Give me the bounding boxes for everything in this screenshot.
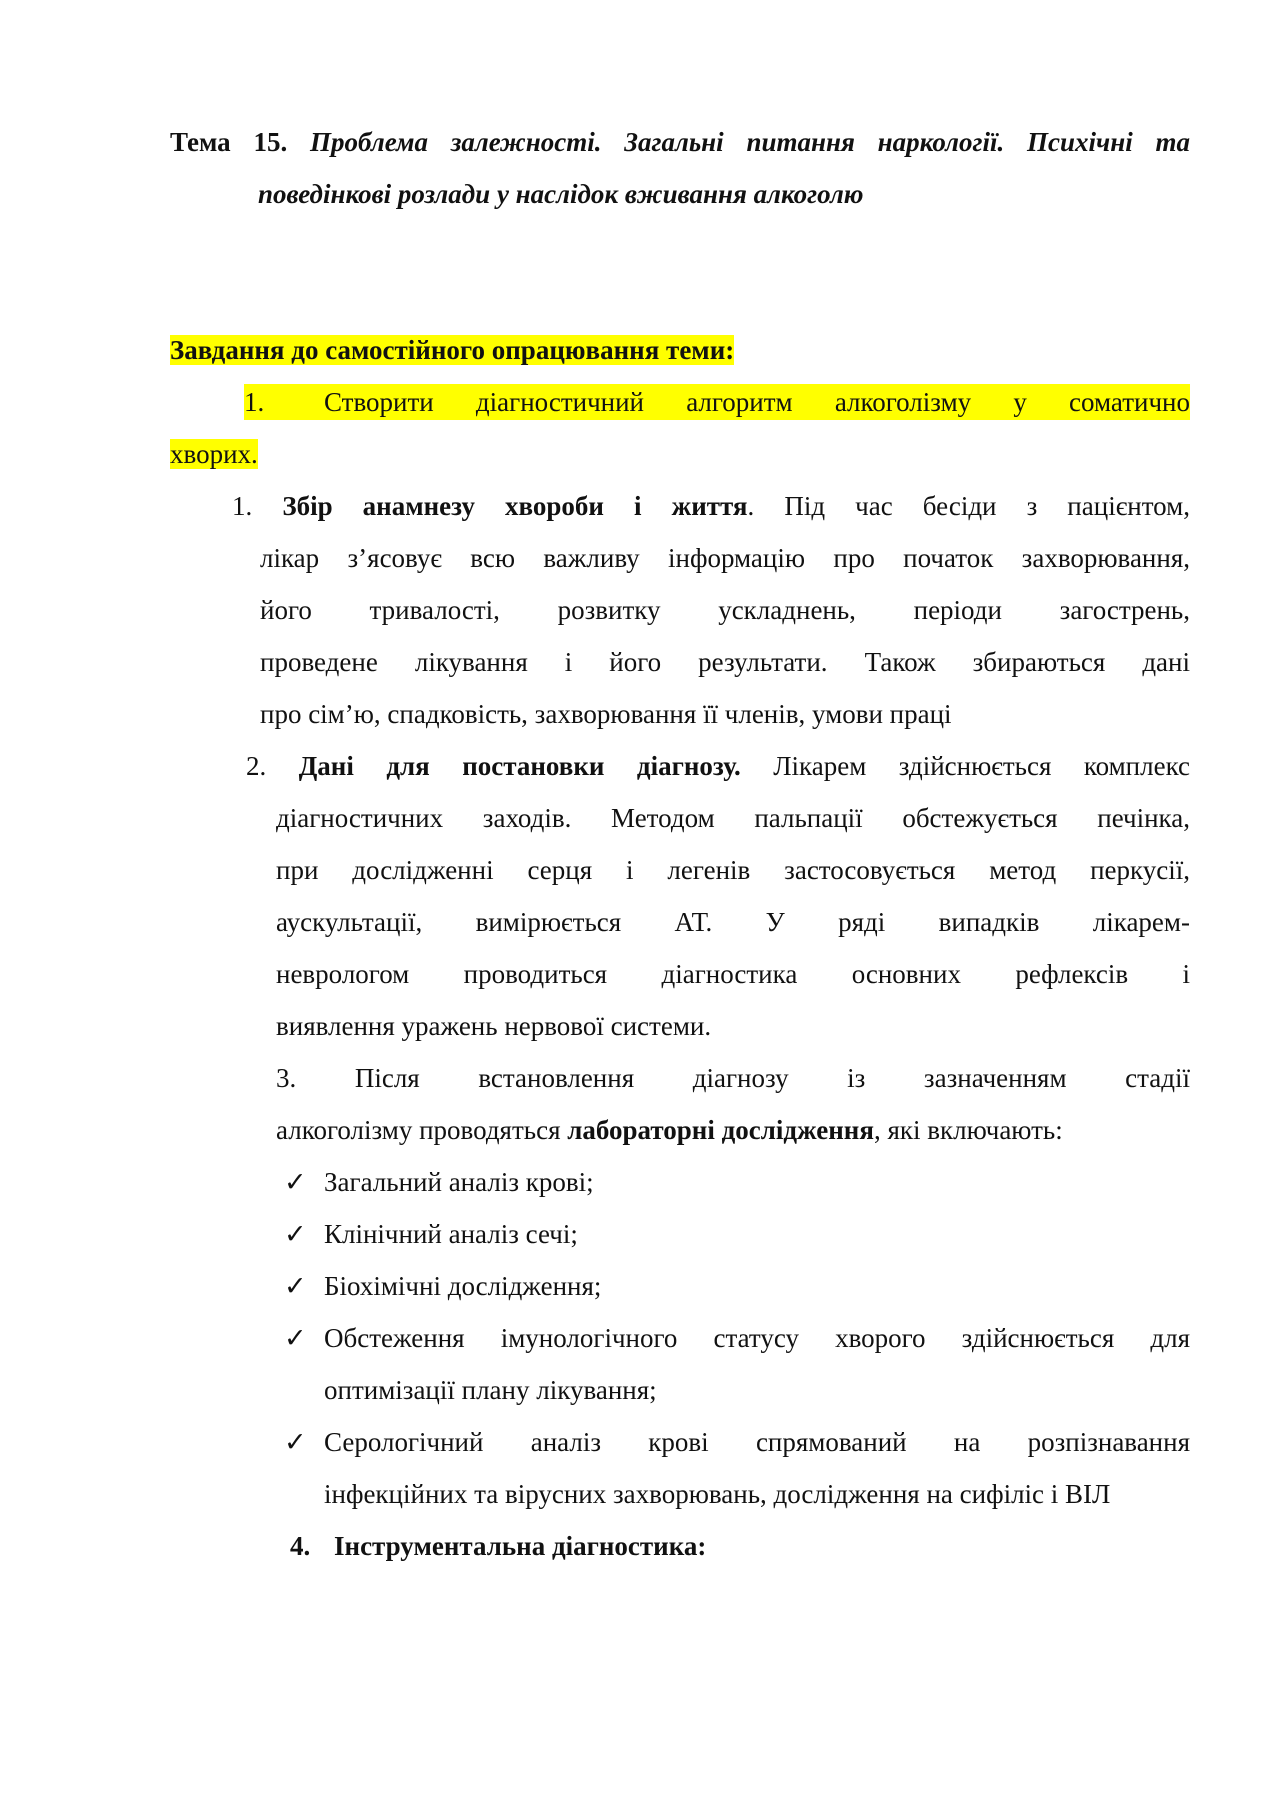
item-3-text-pre: алкоголізму проводяться: [276, 1115, 568, 1145]
item-4-number: 4.: [290, 1531, 311, 1561]
item-1-line-3: його тривалості, розвитку ускладнень, періоди загострень,: [260, 595, 1190, 625]
checkmark-icon: ✓: [284, 1219, 307, 1249]
item-3-bold: лабораторні дослідження: [567, 1115, 874, 1145]
item-3-line-2: [276, 1112, 1063, 1148]
title-prefix: Тема 15.: [170, 127, 288, 157]
task-1-text-2: хворих.: [170, 439, 258, 469]
check-item-4: [284, 1320, 1190, 1356]
task-1-number: 1.: [244, 387, 265, 417]
item-1-line-4: проведене лікування і його результати. Також збираються дані: [260, 647, 1190, 677]
check-item-4-text-1: Обстеження імунологічного статусу хворого здійснюється для: [324, 1323, 1190, 1353]
task-1-line-1: [244, 384, 1190, 420]
check-item-3: [284, 1268, 601, 1304]
item-1-line-5: про сім’ю, спадковість, захворювання її членів, умови праці: [260, 699, 952, 729]
check-item-2: [284, 1216, 578, 1252]
check-item-1: [284, 1164, 594, 1200]
item-2-line-4: аускультації, вимірюється АТ. У ряді випадків лікарем-: [276, 907, 1190, 937]
check-item-3-text: Біохімічні дослідження;: [324, 1271, 602, 1301]
item-1-rest: . Під час бесіди з пацієнтом,: [747, 491, 1190, 521]
title-line-1: [170, 124, 1190, 160]
item-1-line-2: лікар з’ясовує всю важливу інформацію про початок захворювання,: [260, 543, 1190, 573]
item-1-number: 1.: [232, 491, 253, 521]
task-heading: [170, 332, 734, 368]
check-item-5: [284, 1424, 1190, 1460]
item-2-line-5: неврологом проводиться діагностика основних рефлексів і: [276, 959, 1190, 989]
item-1-bold: Збір анамнезу хвороби і життя: [282, 491, 748, 521]
item-2-line-2: діагностичних заходів. Методом пальпації обстежується печінка,: [276, 803, 1190, 833]
checkmark-icon: ✓: [284, 1271, 307, 1301]
checkmark-icon: ✓: [284, 1167, 307, 1197]
checkmark-icon: ✓: [284, 1323, 307, 1353]
item-2-line-6: виявлення уражень нервової системи.: [276, 1011, 712, 1041]
item-2-line-3: при дослідженні серця і легенів застосовується метод перкусії,: [276, 855, 1190, 885]
task-1-line-2: [170, 436, 258, 472]
item-4: [290, 1528, 706, 1564]
check-item-1-text: Загальний аналіз крові;: [324, 1167, 594, 1197]
item-2-number: 2.: [246, 751, 267, 781]
item-3-line-1: 3. Після встановлення діагнозу із зазначенням стадії: [276, 1063, 1190, 1093]
title-text-2: поведінкові розлади у наслідок вживання алкоголю: [258, 179, 864, 209]
title-line-2: [258, 176, 864, 212]
task-1-text: Створити діагностичний алгоритм алкоголізму у соматично: [324, 387, 1190, 417]
check-item-2-text: Клінічний аналіз сечі;: [324, 1219, 578, 1249]
title-text-1: Проблема залежності. Загальні питання наркології. Психічні та: [310, 127, 1191, 157]
check-item-5-line-2: інфекційних та вірусних захворювань, дослідження на сифіліс і ВІЛ: [324, 1479, 1111, 1509]
item-2-rest: Лікарем здійснюється комплекс: [740, 751, 1190, 781]
item-2-bold: Дані для постановки діагнозу.: [298, 751, 741, 781]
item-3-text-post: , які включають:: [873, 1115, 1063, 1145]
check-item-5-text-1: Серологічний аналіз крові спрямований на розпізнавання: [324, 1427, 1190, 1457]
item-1-line-1: [232, 488, 1190, 524]
check-item-4-line-2: оптимізації плану лікування;: [324, 1375, 657, 1405]
item-4-text: Інструментальна діагностика:: [334, 1531, 707, 1561]
checkmark-icon: ✓: [284, 1427, 307, 1457]
item-2-line-1: [246, 748, 1190, 784]
task-heading-text: Завдання до самостійного опрацювання теми:: [170, 335, 735, 365]
